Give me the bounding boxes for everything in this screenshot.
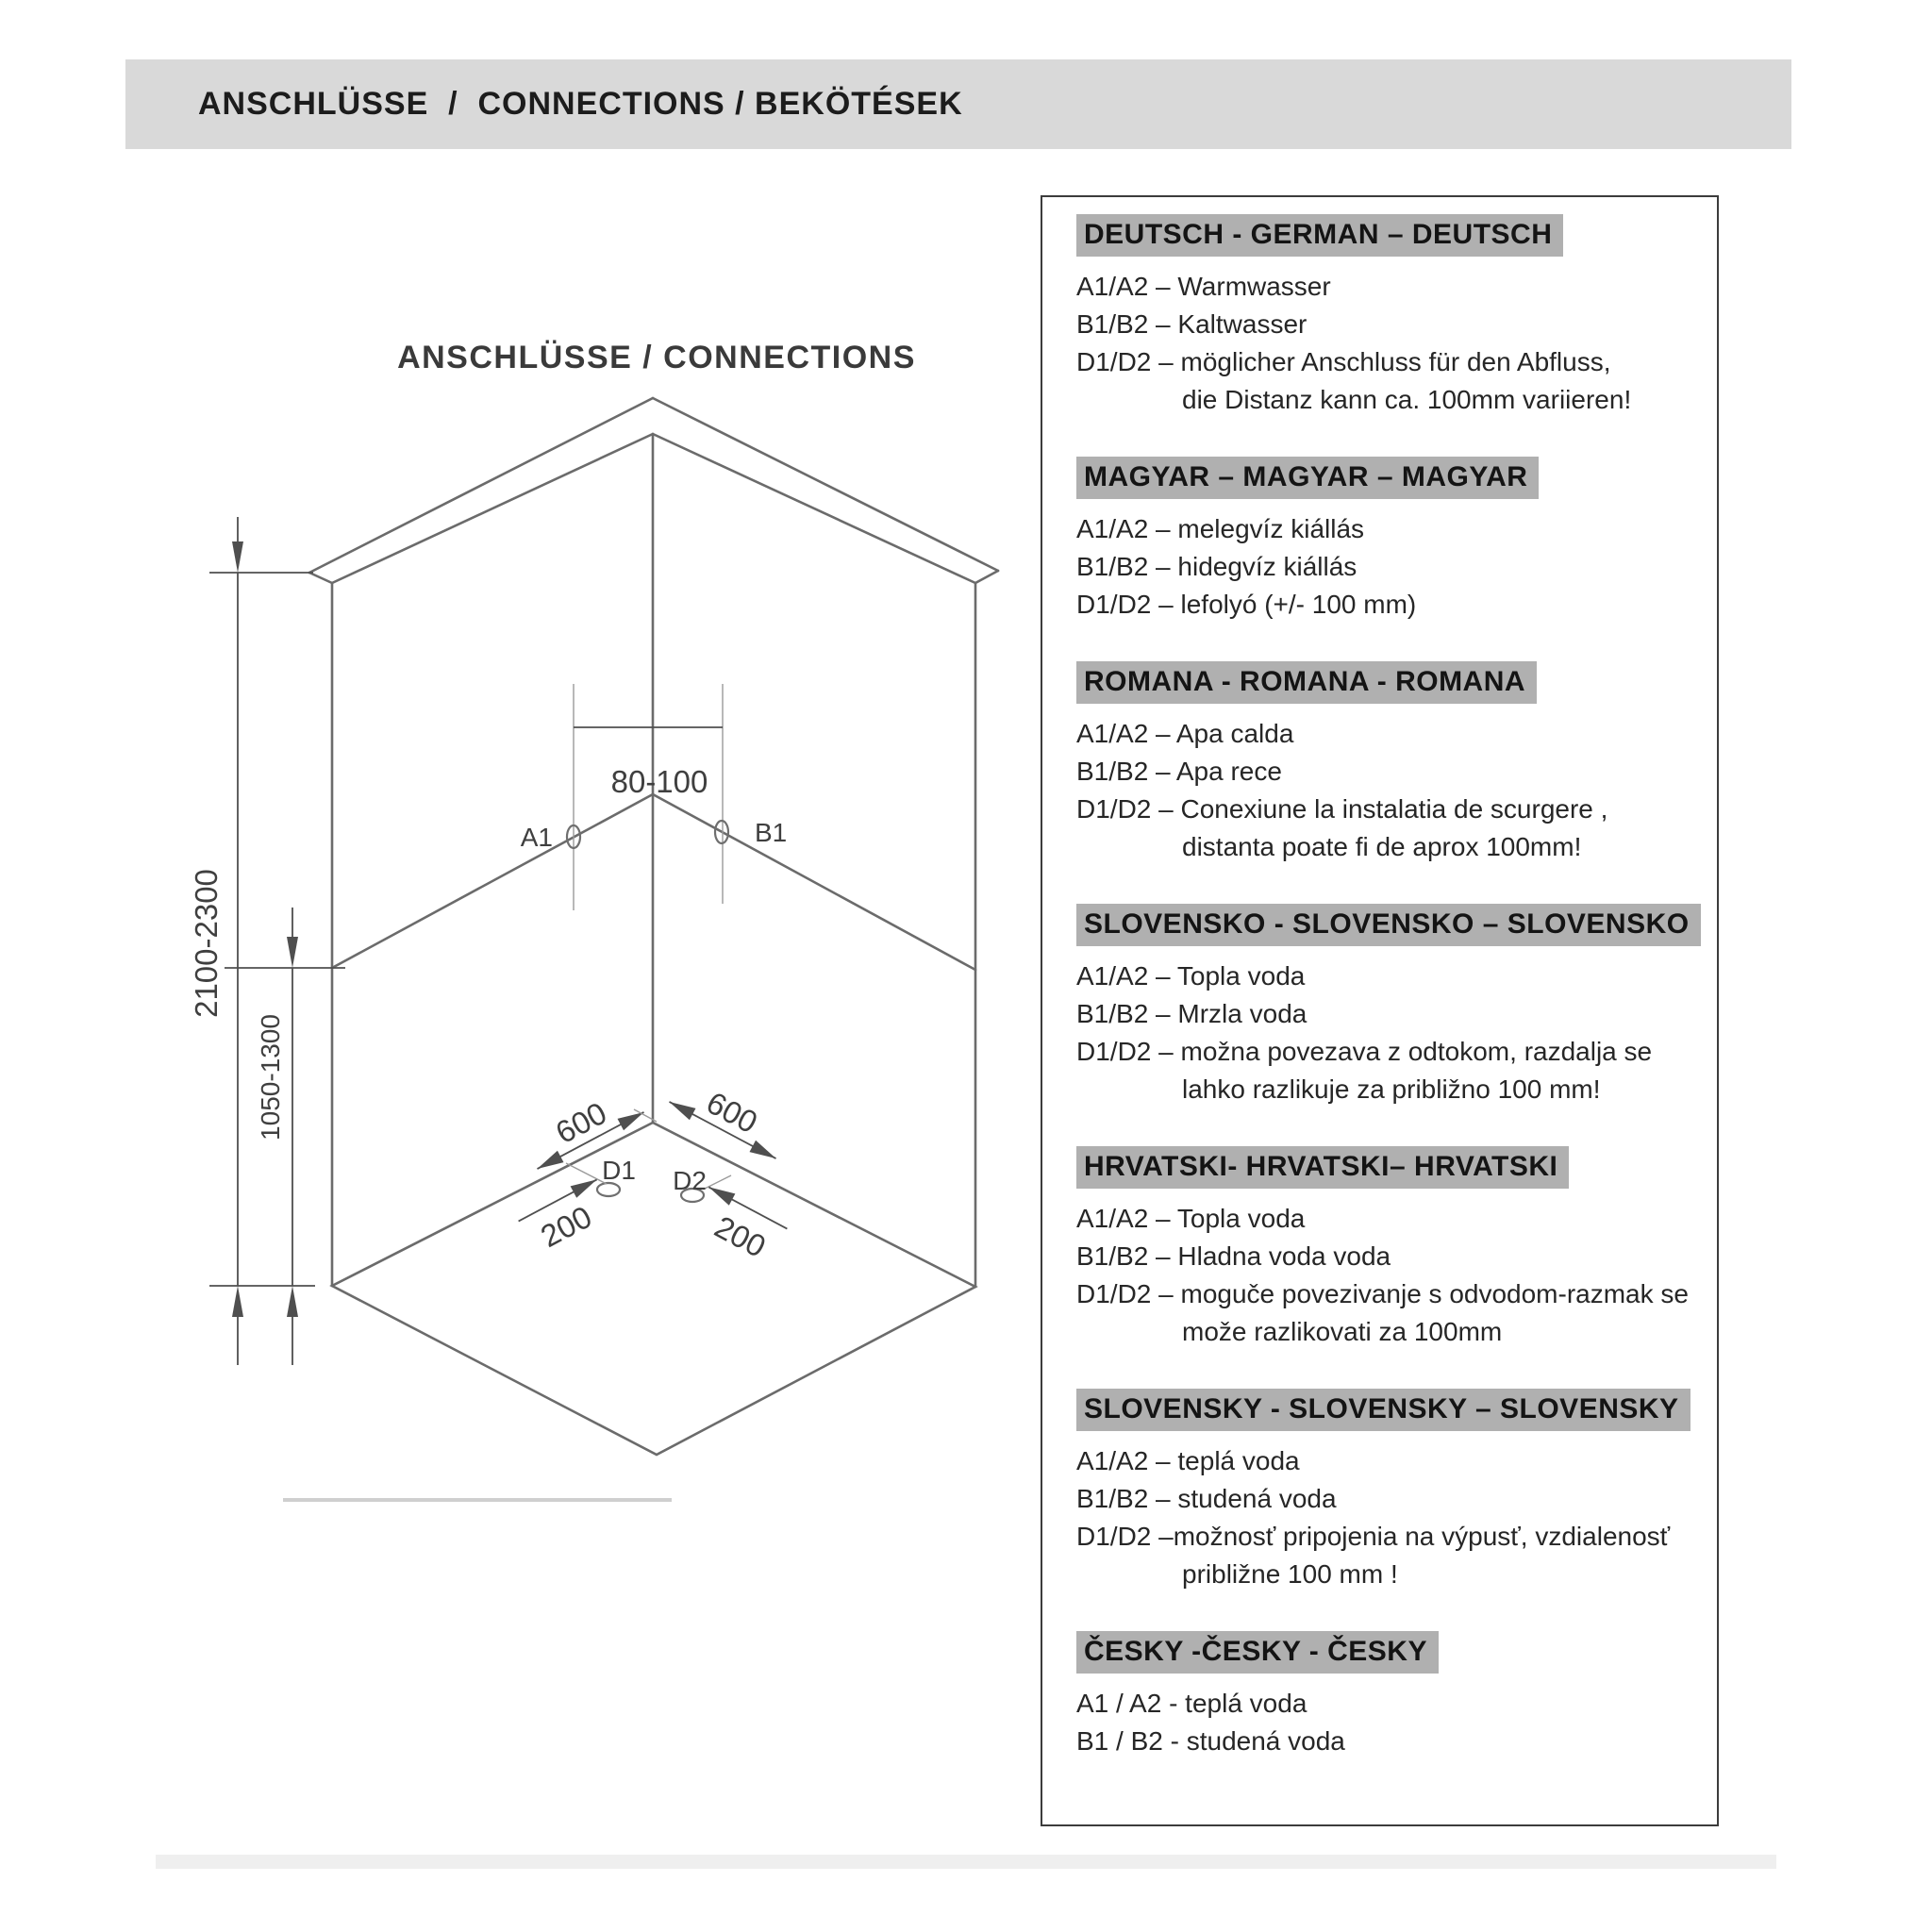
section-line: B1/B2 – studená voda [1076,1484,1337,1513]
section-line: A1/A2 – Topla voda [1076,961,1306,991]
section-heading-magyar: MAGYAR – MAGYAR – MAGYAR [1076,457,1539,499]
section-line: A1/A2 – teplá voda [1076,1446,1300,1475]
section-line: A1/A2 – Apa calda [1076,719,1294,748]
language-section-hrvatski [1076,1146,1717,1351]
section-heading-hrvatski: HRVATSKI- HRVATSKI– HRVATSKI [1076,1146,1569,1189]
section-line: die Distanz kann ca. 100mm variieren! [1182,385,1632,414]
page-title: ANSCHLÜSSE / CONNECTIONS / BEKÖTÉSEK [198,86,963,122]
floor-edge-dimension-right [666,1069,793,1165]
b1-label: B1 [755,818,788,847]
language-panel [1041,195,1719,1826]
language-section-cesky [1076,1631,1717,1760]
cabin-walls [332,434,975,1287]
drain-offset-dimension-left [515,1174,617,1260]
section-line: može razlikovati za 100mm [1182,1317,1503,1346]
diagram-title: ANSCHLÜSSE / CONNECTIONS [397,340,916,375]
section-line: približne 100 mm ! [1182,1559,1398,1589]
dim-600-right: 600 [701,1084,764,1141]
language-section-romana [1076,661,1717,866]
d1-label: D1 [602,1156,636,1185]
a1-label: A1 [520,823,553,852]
section-heading-slovensky: SLOVENSKY - SLOVENSKY – SLOVENSKY [1076,1389,1690,1431]
section-line: A1 / A2 - teplá voda [1076,1689,1307,1718]
section-line: B1/B2 – Mrzla voda [1076,999,1307,1028]
section-line: B1 / B2 - studená voda [1076,1726,1345,1756]
section-line: D1/D2 –možnosť pripojenia na výpusť, vzdialenosť [1076,1522,1671,1551]
d1-drain-point [597,1183,620,1196]
language-section-magyar [1076,457,1717,624]
drain-points [566,1156,731,1202]
section-line: A1/A2 – melegvíz kiállás [1076,514,1365,543]
dim-200-right: 200 [708,1208,772,1264]
section-heading-slovensko: SLOVENSKO - SLOVENSKO – SLOVENSKO [1076,904,1701,946]
section-line: D1/D2 – lefolyó (+/- 100 mm) [1076,590,1417,619]
dim-200-left: 200 [535,1198,598,1255]
section-line: A1/A2 – Warmwasser [1076,272,1331,301]
dim-600-left: 600 [549,1094,612,1151]
section-line: D1/D2 – možna povezava z odtokom, razdalja se [1076,1037,1653,1066]
section-line: B1/B2 – hidegvíz kiállás [1076,552,1357,581]
section-line: A1/A2 – Topla voda [1076,1204,1306,1233]
section-line: D1/D2 – Conexiune la instalatia de scurgere , [1076,794,1608,824]
section-line: D1/D2 – moguče povezivanje s odvodom-razmak se [1076,1279,1689,1308]
section-line: B1/B2 – Kaltwasser [1076,309,1307,339]
language-section-slovensky [1076,1389,1717,1593]
dim-overall-height: 2100-2300 [189,869,224,1018]
height-dimensions [189,517,345,1365]
section-heading-romana: ROMANA - ROMANA - ROMANA [1076,661,1537,704]
top-spacing-dimension [574,684,723,910]
section-line: B1/B2 – Apa rece [1076,757,1282,786]
language-section-slovensko [1076,904,1717,1108]
dim-mid-height: 1050-1300 [256,1014,285,1141]
section-heading-cesky: ČESKY -ČESKY - ČESKY [1076,1631,1439,1674]
language-section-deutsch [1076,214,1717,419]
section-line: B1/B2 – Hladna voda voda [1076,1241,1391,1271]
language-sections [1076,214,1717,1760]
dim-top-spacing: 80-100 [610,764,708,799]
footer-strip [156,1855,1776,1869]
section-heading-deutsch: DEUTSCH - GERMAN – DEUTSCH [1076,214,1563,257]
section-line: distanta poate fi de aprox 100mm! [1182,832,1582,861]
section-line: D1/D2 – möglicher Anschluss für den Abfluss, [1076,347,1611,376]
d2-label: D2 [673,1166,707,1195]
section-line: lahko razlikuje za približno 100 mm! [1182,1074,1601,1104]
